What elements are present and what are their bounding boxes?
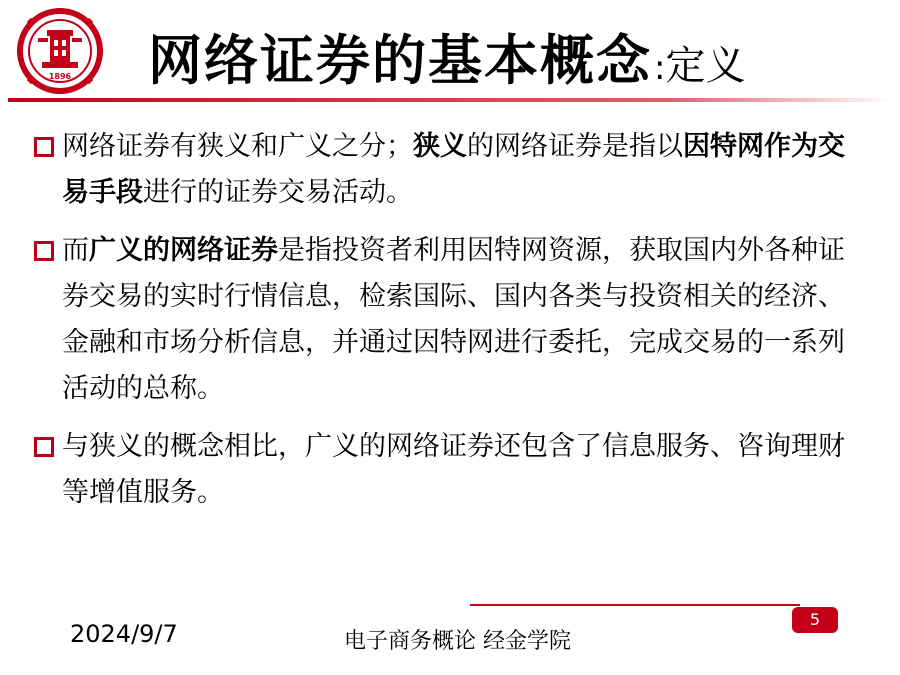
footer-date: 2024/9/7 xyxy=(70,620,178,648)
bullet-text: 而 xyxy=(62,235,89,266)
slide-title xyxy=(148,18,745,95)
bullet-item xyxy=(34,228,864,412)
square-bullet-icon xyxy=(34,137,54,157)
title-divider xyxy=(8,98,892,102)
bullet-text: 的网络证券是指以 xyxy=(467,131,683,162)
logo-year: 1896 xyxy=(48,72,72,81)
title-main: 网络证券的基本概念 xyxy=(148,29,652,92)
page-number-badge: 5 xyxy=(792,607,838,633)
square-bullet-icon xyxy=(34,437,54,457)
bullet-text: 是指投资者利用因特网资源，获取国内外各种证券交易的实时行情信息，检索国际、国内各类与投资相关的经济、金融和市场分析信息，并通过因特网进行委托，完成交易的一系列活动的总称。 xyxy=(62,235,845,404)
bullet-list xyxy=(34,124,864,528)
footer-course-title: 电子商务概论 经金学院 xyxy=(344,629,571,654)
bullet-text-bold: 因特网作为交易手段 xyxy=(62,131,845,208)
square-bullet-icon xyxy=(34,241,54,261)
title-subtitle: 定义 xyxy=(665,43,746,89)
bullet-item xyxy=(34,124,864,216)
bullet-text-bold: 狭义 xyxy=(413,131,467,162)
footer-divider xyxy=(470,604,800,606)
bullet-item xyxy=(34,424,864,516)
title-colon: : xyxy=(654,48,666,88)
bullet-text: 网络证券有狭义和广义之分； xyxy=(62,131,413,162)
bullet-text: 进行的证券交易活动。 xyxy=(143,177,413,208)
bullet-text: 与狭义的概念相比，广义的网络证券还包含了信息服务、咨询理财等增值服务。 xyxy=(62,431,845,508)
bullet-text-bold: 广义的网络证券 xyxy=(89,235,278,266)
university-seal-logo xyxy=(14,8,106,94)
